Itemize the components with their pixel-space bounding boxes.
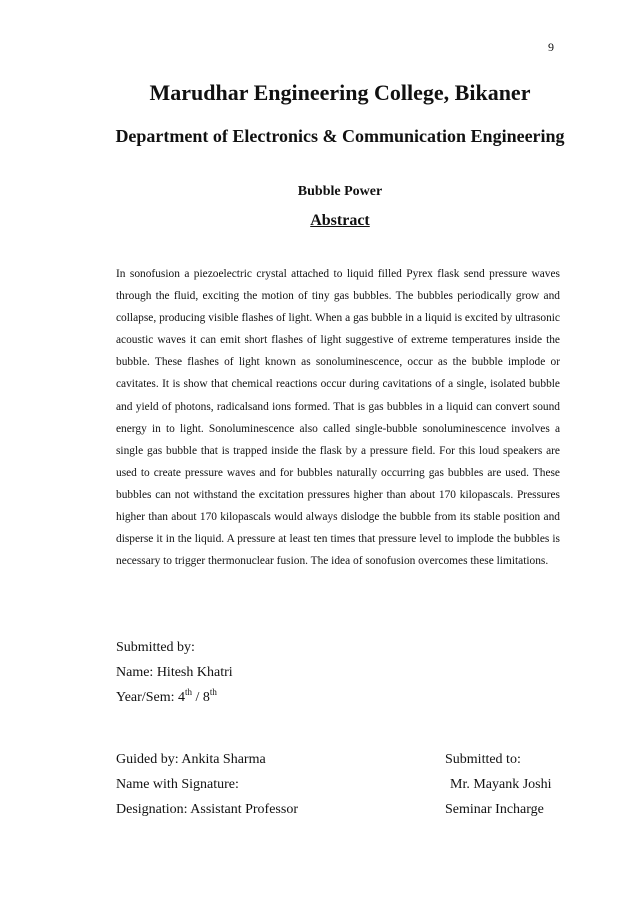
recipient-name: Mr. Mayank Joshi [450, 777, 552, 792]
abstract-paragraph: In sonofusion a piezoelectric crystal attached to liquid filled Pyrex flask send pressure waves through the fluid, exciting the motion of tiny gas bubbles. The bubbles periodically grow and collapse, producing visible flashes of light. When a gas bubble in a liquid is excited by ultrasonic acoustic waves it can emit short flashes of light suggestive of extreme temperatures inside the bubble. These flashes of light known as sonoluminescence, occur as the bubble implode or cavitates. It is show that chemical reactions occur during cavitations of a single, isolated bubble and yield of photons, radicalsand ions formed. That is gas bubbles in a liquid can convert sound energy in to light. Sonoluminescence also called single-bubble sonoluminescence involves a single gas bubble that is trapped inside the flask by a pressure field. For this loud speakers are used to create pressure waves and for bubbles naturally occurring gas bubbles are used. These bubbles can not withstand the excitation pressures higher than about 170 kilopascals. Pressures higher than about 170 kilopascals would always dislodge the bubble from its stable position and disperse it in the liquid. A pressure at least ten times that pressure level to implode the bubbles is necessary to trigger thermonuclear fusion. The idea of sonofusion overcomes these limitations. [116, 268, 560, 568]
year-superscript: th [184, 687, 192, 697]
submitted-by-label: Submitted by: [116, 640, 195, 655]
abstract-heading: Abstract [310, 212, 370, 229]
guided-by: Guided by: Ankita Sharma [116, 752, 266, 767]
college-title: Marudhar Engineering College, Bikaner [149, 80, 531, 105]
name-with-signature: Name with Signature: [116, 777, 239, 792]
page-number: 9 [548, 40, 554, 54]
year-semester [116, 686, 217, 710]
submitted-to-label: Submitted to: [445, 752, 521, 767]
seminar-topic: Bubble Power [297, 184, 383, 199]
semester-superscript: th [209, 687, 217, 697]
year-sem-prefix: Year/Sem: 4 [116, 690, 185, 705]
recipient-role: Seminar Incharge [445, 802, 544, 817]
department-title: Department of Electronics & Communication Engineering [115, 126, 565, 146]
year-sem-separator: / 8 [191, 690, 210, 705]
guide-designation: Designation: Assistant Professor [116, 802, 298, 817]
student-name: Name: Hitesh Khatri [116, 665, 233, 680]
